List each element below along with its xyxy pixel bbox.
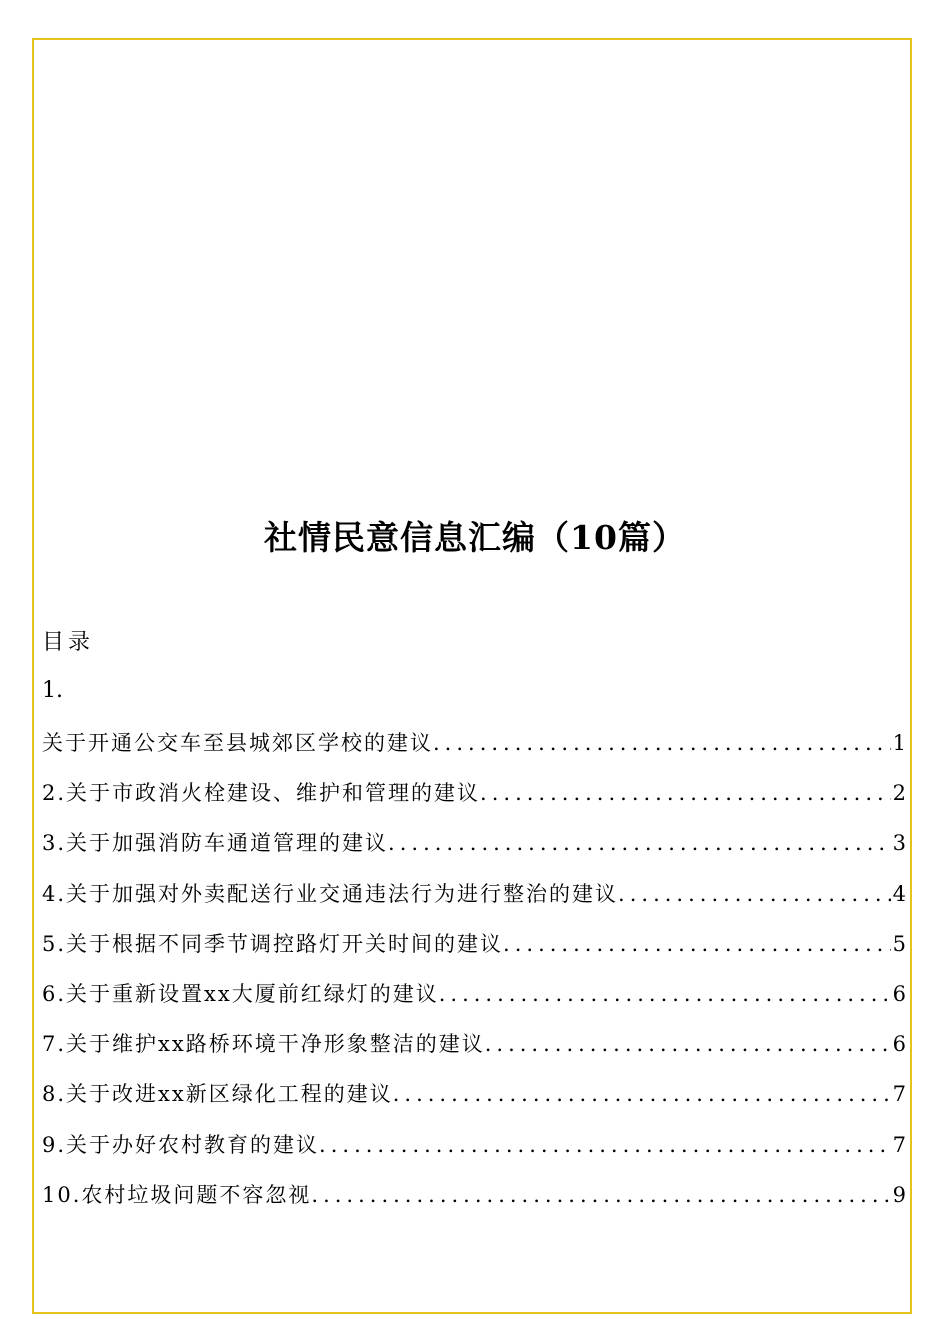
- toc-entry-number: 8.: [42, 1082, 67, 1107]
- toc-entry[interactable]: [42, 777, 906, 827]
- toc-entry-page: 7: [892, 1132, 906, 1157]
- toc-dot-leader: [618, 882, 891, 906]
- toc-entry-title: 农村垃圾问题不容忽视: [81, 1182, 312, 1207]
- toc-dot-leader: [319, 1133, 891, 1157]
- toc-dot-leader: [485, 1032, 891, 1056]
- toc-entry[interactable]: [42, 978, 906, 1028]
- document-title: 社情民意信息汇编（10篇）: [264, 518, 686, 557]
- toc-dot-leader: [439, 982, 891, 1006]
- toc-entry-page: 5: [892, 931, 906, 956]
- toc-entry-number: 7.: [42, 1032, 67, 1057]
- toc-entry[interactable]: [42, 727, 906, 777]
- toc-entry-page: 7: [892, 1082, 906, 1107]
- toc-dot-leader: [311, 1183, 890, 1207]
- toc-entry-number: 9.: [42, 1132, 67, 1157]
- toc-entry-page: 3: [892, 831, 906, 856]
- toc-entry-title: 关于重新设置xx大厦前红绿灯的建议: [66, 981, 439, 1006]
- toc-entry-number: 4.: [42, 881, 67, 906]
- toc-entry[interactable]: [42, 878, 906, 928]
- toc-entry-title: 关于改进xx新区绿化工程的建议: [66, 1082, 393, 1107]
- toc-entry-title: 关于办好农村教育的建议: [66, 1132, 320, 1157]
- toc-entry[interactable]: [42, 1078, 906, 1128]
- toc-entry-page: 4: [892, 881, 906, 906]
- toc-entry[interactable]: [42, 1129, 906, 1179]
- toc-entry-number: 5.: [42, 931, 67, 956]
- toc-list: [42, 727, 906, 1229]
- toc-entry-title: 关于维护xx路桥环境干净形象整洁的建议: [66, 1032, 485, 1057]
- toc-entry-page: 6: [892, 981, 906, 1006]
- toc-heading: 目录: [42, 630, 95, 655]
- toc-entry[interactable]: [42, 928, 906, 978]
- toc-dot-leader: [393, 1082, 891, 1106]
- toc-entry[interactable]: [42, 1179, 906, 1229]
- toc-entry-page: 2: [892, 781, 906, 806]
- toc-entry[interactable]: [42, 827, 906, 877]
- toc-entry-title: 关于市政消火栓建设、维护和管理的建议: [66, 781, 481, 806]
- toc-entry-number: 3.: [42, 831, 67, 856]
- toc-entry[interactable]: [42, 1028, 906, 1078]
- toc-entry-page: 6: [892, 1032, 906, 1057]
- toc-entry-title: 关于加强对外卖配送行业交通违法行为进行整治的建议: [66, 881, 619, 906]
- toc-entry-page: 1: [892, 731, 906, 755]
- toc-first-number: 1.: [42, 678, 63, 703]
- toc-dot-leader: [388, 831, 891, 855]
- toc-dot-leader: [433, 731, 891, 755]
- toc-entry-title: 关于加强消防车通道管理的建议: [66, 831, 389, 856]
- toc-dot-leader: [503, 932, 891, 956]
- toc-entry-number: 6.: [42, 981, 67, 1006]
- toc-entry-title: 关于开通公交车至县城郊区学校的建议: [42, 731, 433, 755]
- toc-entry-number: 2.: [42, 781, 67, 806]
- toc-entry-number: 10.: [42, 1182, 82, 1207]
- toc-entry-page: 9: [892, 1182, 906, 1207]
- toc-dot-leader: [480, 781, 891, 805]
- toc-entry-title: 关于根据不同季节调控路灯开关时间的建议: [66, 931, 504, 956]
